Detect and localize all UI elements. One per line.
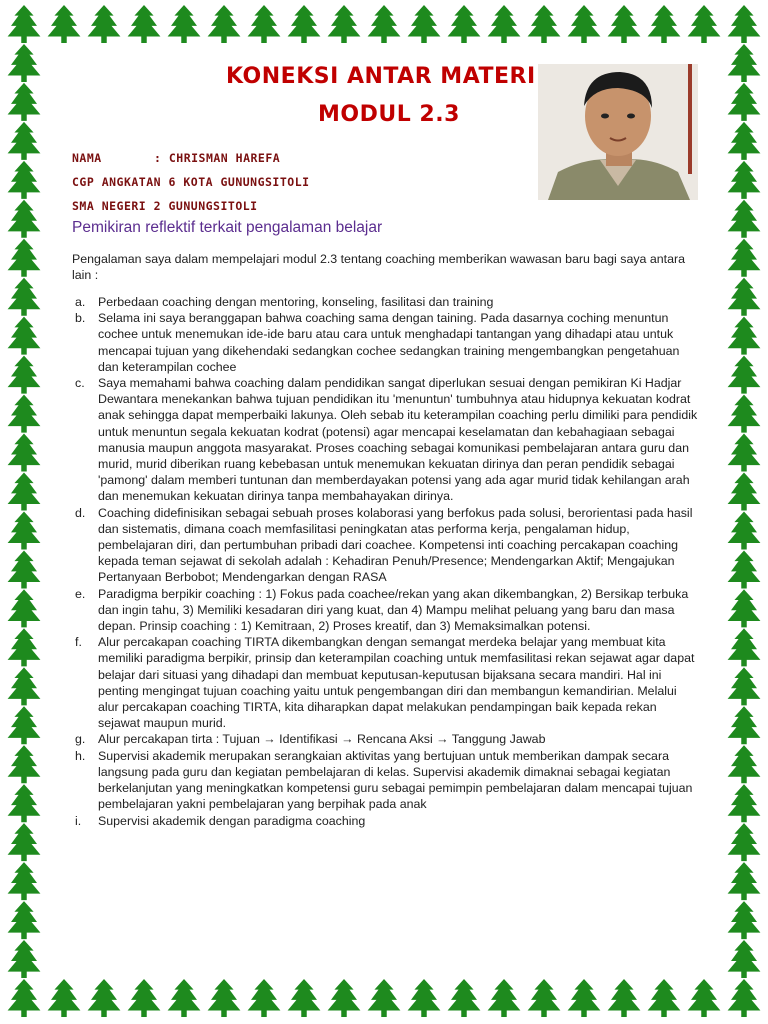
list-item-label: h. [75, 748, 86, 763]
christmas-tree-icon [728, 745, 761, 783]
christmas-tree-icon [168, 5, 201, 43]
christmas-tree-icon [728, 550, 761, 588]
christmas-tree-icon [128, 5, 161, 43]
list-item-label: a. [75, 295, 86, 309]
christmas-tree-icon [368, 979, 401, 1017]
christmas-tree-icon [728, 706, 761, 744]
christmas-tree-icon [8, 901, 41, 939]
name-line [72, 151, 280, 165]
cgp-line: CGP ANGKATAN 6 KOTA GUNUNGSITOLI [72, 175, 310, 189]
christmas-tree-icon [448, 5, 481, 43]
christmas-tree-icon [8, 511, 41, 549]
christmas-tree-icon [128, 979, 161, 1017]
christmas-tree-icon [728, 122, 761, 160]
christmas-tree-icon [728, 628, 761, 666]
christmas-tree-icon [288, 5, 321, 43]
christmas-tree-icon [568, 5, 601, 43]
christmas-tree-icon [728, 161, 761, 199]
christmas-tree-icon [688, 979, 721, 1017]
christmas-tree-icon [88, 5, 121, 43]
christmas-tree-icon [8, 940, 41, 978]
christmas-tree-icon [728, 356, 761, 394]
christmas-tree-icon [8, 745, 41, 783]
list-item-label: b. [75, 311, 86, 326]
section-subheading: Pemikiran reflektif terkait pengalaman belajar [72, 219, 383, 236]
list-item-text: Perbedaan coaching dengan mentoring, konseling, fasilitasi dan training [98, 295, 494, 309]
christmas-tree-icon [328, 5, 361, 43]
list-item-label: g. [75, 732, 86, 747]
list-item [72, 813, 700, 829]
christmas-tree-icon [368, 5, 401, 43]
christmas-tree-icon [8, 5, 41, 43]
christmas-tree-icon [48, 979, 81, 1017]
christmas-tree-icon [8, 706, 41, 744]
christmas-tree-icon [688, 5, 721, 43]
name-label: NAMA [72, 151, 102, 165]
christmas-tree-icon [8, 83, 41, 121]
christmas-tree-icon [8, 862, 41, 900]
document-title-line2: MODUL 2.3 [318, 102, 460, 127]
list-item-text: Selama ini saya beranggapan bahwa coaching sama dengan taining. Pada dasarnya coching menuntun cochee untuk menemukan ide-ide baru atau cara untuk menghadapi tantangan yang dihadapi atau untuk mencapai tujuan yang dikehendaki sedangkan cochee sedangkan training mengembangkan pengetahuan dan keterampilan cochee [98, 311, 680, 374]
christmas-tree-icon [448, 979, 481, 1017]
christmas-tree-icon [408, 979, 441, 1017]
list-item-text: Paradigma berpikir coaching : 1) Fokus pada coachee/rekan yang akan dikembangkan, 2) Bersikap terbuka dan ingin tahu, 3) Memiliki kesadaran diri yang kuat, dan 4) Mampu melihat peluang yang baru dan masa depan. Prinsip coaching : 1) Kemitraan, 2) Proses kreatif, dan 3) Memaksimalkan potensi. [98, 586, 689, 634]
christmas-tree-icon [8, 200, 41, 238]
portrait-photo [538, 64, 698, 200]
list-item-label: c. [75, 376, 85, 391]
list-item [72, 634, 700, 731]
christmas-tree-icon [8, 550, 41, 588]
school-line: SMA NEGERI 2 GUNUNGSITOLI [72, 199, 258, 213]
list-item-text: Supervisi akademik merupakan serangkaian aktivitas yang bertujuan untuk memberikan dampak secara langsung pada guru dan kegiatan pembelajaran di kelas. Supervisi akademik dimaknai sebagai kegiatan berkelanjutan yang meningkatkan kompetensi guru sebagai pemimpin pembelajaran dalam mencapai tujuan pembelajaran yakni pembelajaran yang berpihak pada anak [98, 748, 693, 812]
christmas-tree-icon [608, 5, 641, 43]
christmas-tree-icon [8, 628, 41, 666]
christmas-tree-icon [8, 356, 41, 394]
christmas-tree-icon [8, 667, 41, 705]
reflection-list [72, 294, 700, 829]
list-item [72, 310, 700, 375]
christmas-tree-icon [8, 161, 41, 199]
christmas-tree-icon [528, 5, 561, 43]
christmas-tree-icon [648, 979, 681, 1017]
christmas-tree-icon [728, 901, 761, 939]
christmas-tree-icon [728, 823, 761, 861]
christmas-tree-icon [288, 979, 321, 1017]
list-item-label: f. [75, 635, 82, 650]
list-item [72, 505, 700, 586]
christmas-tree-icon [728, 317, 761, 355]
christmas-tree-icon [728, 862, 761, 900]
christmas-tree-icon [728, 5, 761, 43]
christmas-tree-icon [728, 940, 761, 978]
christmas-tree-icon [728, 395, 761, 433]
christmas-tree-icon [88, 979, 121, 1017]
christmas-tree-icon [8, 278, 41, 316]
christmas-tree-icon [8, 434, 41, 472]
intro-paragraph: Pengalaman saya dalam mempelajari modul 2.3 tentang coaching memberikan wawasan baru bagi saya antara lain : [72, 252, 686, 283]
christmas-tree-icon [728, 589, 761, 627]
list-item-label: e. [75, 586, 86, 601]
list-item [72, 375, 700, 505]
christmas-tree-icon [8, 589, 41, 627]
christmas-tree-icon [488, 5, 521, 43]
list-item-text: Saya memahami bahwa coaching dalam pendidikan sangat diperlukan sesuai dengan pemikiran Ki Hadjar Dewantara menekankan bahwa tujuan pendidikan itu 'menuntun' tumbuhnya atau hidupnya kekuatan kodrat anak sehingga dapat memperbaiki lakunya. Oleh sebab itu keterampilan coaching perlu dimiliki para pendidik untuk menuntun segala kekuatan kodrat (potensi) agar mencapai keselamatan dan kebahagiaan sebagai manusia maupun anggota masyarakat. Proses coaching sebagai komunikasi pembelajaran antara guru dan murid, murid diberikan ruang kebebasan untuk menemukan kekuatan dirinya dan peran pendidik sebagai 'pamong' dalam memberi tuntunan dan memberdayakan potensi yang ada agar murid tidak kehilangan arah dan menemukan kekuatan dirinya tanpa membahayakan dirinya. [98, 376, 698, 504]
christmas-tree-icon [648, 5, 681, 43]
christmas-tree-icon [728, 200, 761, 238]
list-item-text: Alur percakapan tirta : Tujuan → Identifikasi → Rencana Aksi → Tanggung Jawab [98, 732, 546, 747]
list-item-text: Alur percakapan coaching TIRTA dikembangkan dengan semangat merdeka belajar yang membuat kita memiliki paradigma berpikir, prinsip dan keterampilan coaching untuk memfasilitasi rekan sejawat agar dapat belajar dari situasi yang dihadapi dan membuat keputusan-keputusan bijaksana secara mandiri. Hal ini penting mengingat tujuan coaching yaitu untuk pengembangan diri dan membangun kemandirian. Melalui alur percakapan coaching TIRTA, kita diharapkan dapat melakukan pendampingan baik kepada rekan sejawat maupun murid. [98, 635, 695, 731]
christmas-tree-icon [48, 5, 81, 43]
christmas-tree-icon [728, 667, 761, 705]
christmas-tree-icon [8, 44, 41, 82]
christmas-tree-icon [728, 784, 761, 822]
list-item-text: Coaching didefinisikan sebagai sebuah proses kolaborasi yang berfokus pada solusi, berorientasi pada hasil dan sistematis, dimana coach memfasilitasi peningkatan atas performa kerja, pengalaman hidup, pembelajaran diri, dan pertumbuhan pribadi dari coachee. Kompetensi inti coaching percakapan coaching kepada teman sejawat di sekolah adalah : Kehadiran Penuh/Presence; Mendengarkan Aktif; Mengajukan Pertanyaan Berbobot; Mendengarkan dengan RASA [98, 505, 693, 585]
christmas-tree-icon [728, 239, 761, 277]
christmas-tree-icon [728, 473, 761, 511]
christmas-tree-icon [8, 317, 41, 355]
name-value: : CHRISMAN HAREFA [154, 151, 281, 165]
christmas-tree-icon [168, 979, 201, 1017]
christmas-tree-icon [408, 5, 441, 43]
christmas-tree-icon [208, 5, 241, 43]
christmas-tree-icon [328, 979, 361, 1017]
christmas-tree-icon [728, 511, 761, 549]
christmas-tree-icon [8, 395, 41, 433]
list-item [72, 586, 700, 635]
christmas-tree-icon [728, 979, 761, 1017]
christmas-tree-icon [568, 979, 601, 1017]
christmas-tree-icon [208, 979, 241, 1017]
list-item [72, 731, 700, 747]
christmas-tree-icon [728, 434, 761, 472]
christmas-tree-icon [248, 5, 281, 43]
christmas-tree-icon [8, 979, 41, 1017]
christmas-tree-icon [8, 239, 41, 277]
list-item [72, 294, 700, 310]
christmas-tree-icon [248, 979, 281, 1017]
christmas-tree-icon [608, 979, 641, 1017]
list-item [72, 748, 700, 813]
list-item-label: i. [75, 813, 82, 828]
christmas-tree-icon [488, 979, 521, 1017]
christmas-tree-icon [8, 122, 41, 160]
christmas-tree-icon [8, 784, 41, 822]
christmas-tree-icon [728, 278, 761, 316]
list-item-label: d. [75, 505, 86, 520]
list-item-text: Supervisi akademik dengan paradigma coaching [98, 813, 366, 828]
christmas-tree-icon [528, 979, 561, 1017]
document-title-line1: KONEKSI ANTAR MATERI [226, 64, 536, 89]
christmas-tree-icon [8, 823, 41, 861]
christmas-tree-icon [8, 473, 41, 511]
